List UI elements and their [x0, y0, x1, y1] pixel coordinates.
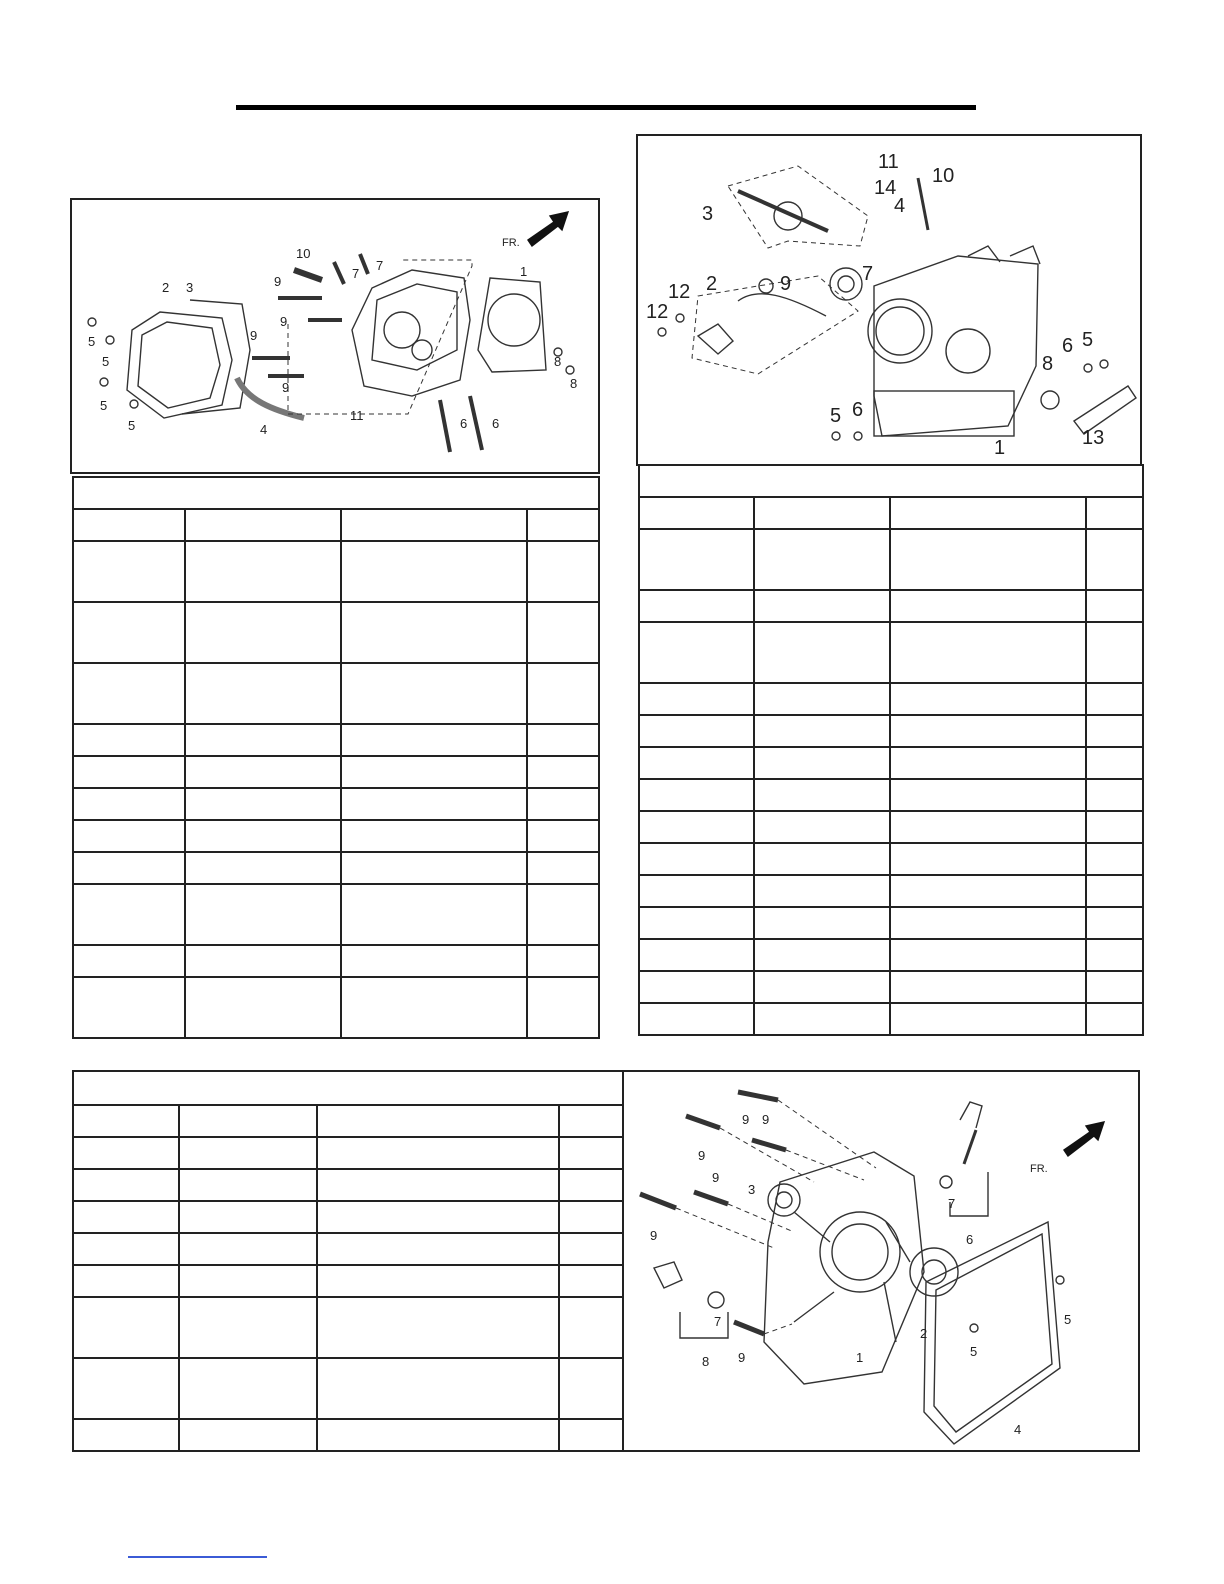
table-row — [639, 971, 1143, 1003]
table-row — [639, 779, 1143, 811]
table-row — [639, 843, 1143, 875]
callout-2: 2 — [920, 1326, 928, 1341]
callout-6: 6 — [966, 1232, 974, 1247]
table-row — [73, 1297, 625, 1358]
callout-4: 4 — [1014, 1422, 1022, 1437]
table-row — [639, 683, 1143, 715]
callout-9: 9 — [712, 1170, 720, 1185]
table-row — [73, 1358, 625, 1419]
callout-3: 3 — [186, 280, 194, 295]
callout-5: 5 — [88, 334, 96, 349]
callout-4: 4 — [260, 422, 268, 437]
callout-9: 9 — [738, 1350, 746, 1365]
table-row — [73, 756, 599, 788]
table-row — [639, 875, 1143, 907]
table-title-row — [73, 477, 599, 509]
table-row — [73, 1419, 625, 1451]
crankcase-parts-table — [638, 464, 1144, 1036]
callout-10: 10 — [932, 165, 955, 187]
callout-12: 12 — [668, 281, 691, 303]
callout-2: 2 — [162, 280, 170, 295]
callout-1: 1 — [856, 1350, 864, 1365]
callout-9: 9 — [650, 1228, 658, 1243]
callout-5: 5 — [1064, 1312, 1072, 1327]
crankcase-illustration — [638, 136, 1140, 464]
callout-4: 4 — [894, 195, 906, 217]
callout-9: 9 — [282, 380, 290, 395]
callout-9: 9 — [780, 273, 792, 295]
callout-6: 6 — [852, 399, 864, 421]
callout-1: 1 — [520, 264, 528, 279]
table-row — [639, 907, 1143, 939]
table-row — [73, 1265, 625, 1297]
callout-5: 5 — [128, 418, 136, 433]
table-header-row — [639, 497, 1143, 529]
callout-14: 14 — [874, 177, 897, 199]
callout-6: 6 — [460, 416, 468, 431]
callout-7: 7 — [376, 258, 384, 273]
table-row — [73, 724, 599, 756]
callout-7: 7 — [862, 263, 874, 285]
table-row — [639, 747, 1143, 779]
table-row — [639, 715, 1143, 747]
callout-9: 9 — [698, 1148, 706, 1163]
callout-8: 8 — [1042, 353, 1054, 375]
callout-6: 6 — [1062, 335, 1074, 357]
cylinder-head-illustration — [72, 200, 598, 472]
table-row — [639, 939, 1143, 971]
callout-2: 2 — [706, 273, 718, 295]
crankcase-cover-diagram — [622, 1070, 1140, 1452]
callout-9: 9 — [280, 314, 288, 329]
header-rule — [236, 105, 976, 110]
callout-13: 13 — [1082, 427, 1105, 449]
table-title-row — [73, 1071, 625, 1105]
callout-5: 5 — [1082, 329, 1094, 351]
table-row — [639, 590, 1143, 622]
table-row — [639, 529, 1143, 590]
callout-5: 5 — [830, 405, 842, 427]
cylinder-head-parts-table — [72, 476, 600, 1039]
table-header-row — [73, 509, 599, 541]
callout-7: 7 — [352, 266, 360, 281]
callout-8: 8 — [702, 1354, 710, 1369]
table-header-row — [73, 1105, 625, 1137]
crankcase-cover-parts-table — [72, 1070, 626, 1452]
callout-8: 8 — [554, 354, 562, 369]
callout-7: 7 — [948, 1196, 956, 1211]
table-title-row — [639, 465, 1143, 497]
table-row — [73, 945, 599, 977]
callout-5: 5 — [970, 1344, 978, 1359]
table-row — [639, 811, 1143, 843]
table-row — [73, 602, 599, 663]
footer-link[interactable] — [128, 1556, 267, 1558]
fr-direction-label: FR. — [502, 237, 520, 249]
table-row — [73, 1233, 625, 1265]
table-row — [73, 820, 599, 852]
table-row — [73, 1201, 625, 1233]
callout-9: 9 — [250, 328, 258, 343]
table-row — [73, 852, 599, 884]
callout-5: 5 — [102, 354, 110, 369]
table-row — [73, 1137, 625, 1169]
callout-10: 10 — [296, 246, 311, 261]
fr-direction-label: FR. — [1030, 1163, 1048, 1175]
table-row — [73, 788, 599, 820]
callout-7: 7 — [714, 1314, 722, 1329]
callout-9: 9 — [742, 1112, 750, 1127]
table-row — [73, 1169, 625, 1201]
callout-3: 3 — [702, 203, 714, 225]
callout-9: 9 — [274, 274, 282, 289]
cylinder-head-diagram — [70, 198, 600, 474]
callout-1: 1 — [994, 437, 1006, 459]
callout-3: 3 — [748, 1182, 756, 1197]
callout-11: 11 — [878, 151, 899, 173]
table-row — [73, 884, 599, 945]
callout-5: 5 — [100, 398, 108, 413]
callout-12: 12 — [646, 301, 669, 323]
callout-9: 9 — [762, 1112, 770, 1127]
crankcase-cover-illustration — [624, 1072, 1138, 1450]
table-row — [73, 541, 599, 602]
table-row — [639, 1003, 1143, 1035]
callout-8: 8 — [570, 376, 578, 391]
crankcase-diagram — [636, 134, 1142, 466]
table-row — [639, 622, 1143, 683]
callout-11: 11 — [350, 408, 364, 423]
table-row — [73, 977, 599, 1038]
table-row — [73, 663, 599, 724]
callout-6: 6 — [492, 416, 500, 431]
